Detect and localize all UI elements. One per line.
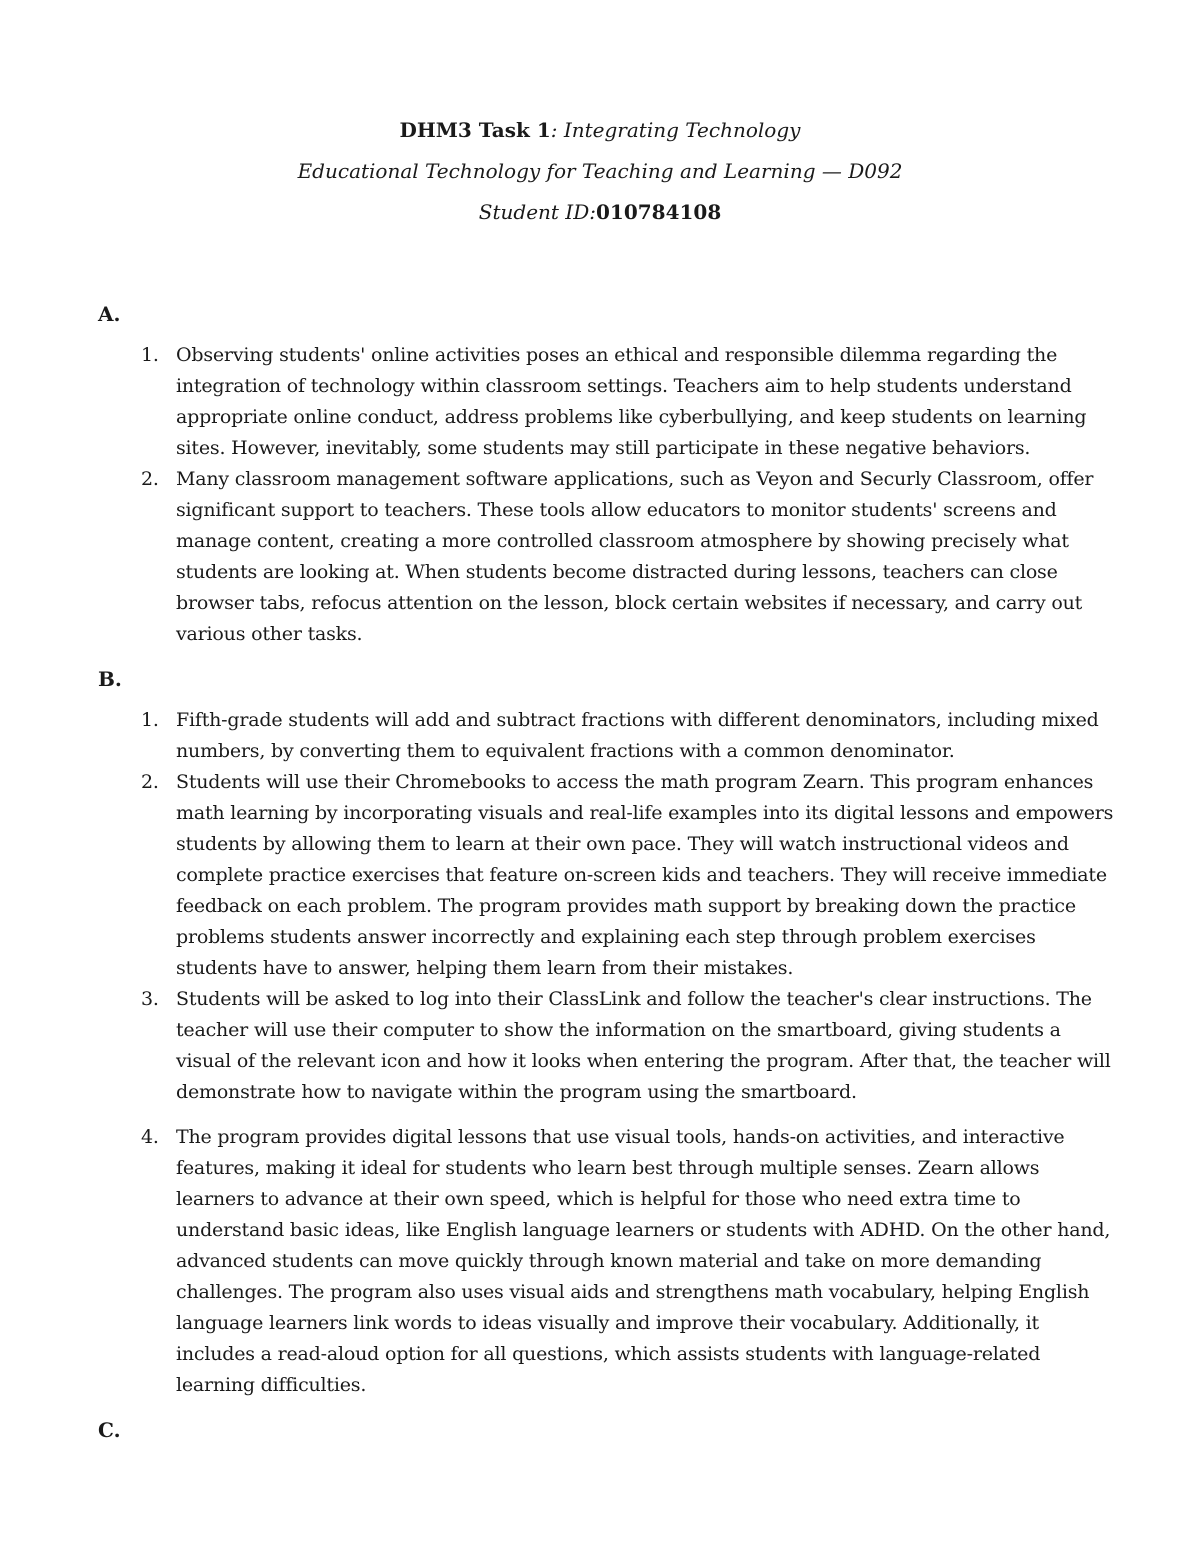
- document-header: [0, 110, 1200, 233]
- section-a-label: A.: [98, 302, 121, 326]
- section-b-label: B.: [98, 667, 122, 691]
- list-item: 3. Students will be asked to log into their ClassLink and follow the teacher's clear instructions. The teacher will use their computer to show the information on the smartboard, giving students a visual of the relevant icon and how it looks when entering the program. After that, the teacher will demonstrate how to navigate within the program using the smartboard.: [141, 988, 1111, 1103]
- student-id: Student ID:010784108: [478, 200, 722, 224]
- list-item: 1. Fifth-grade students will add and subtract fractions with different denominators, including mixed numbers, by converting them to equivalent fractions with a common denominator.: [141, 709, 1099, 762]
- section-b-list: [141, 705, 1116, 1401]
- section-c-label: C.: [98, 1418, 121, 1442]
- list-item: 2. Students will use their Chromebooks to access the math program Zearn. This program enhances math learning by incorporating visuals and real-life examples into its digital lessons and empowers students by allowing them to learn at their own pace. They will watch instructional videos and complete practice exercises that feature on-screen kids and teachers. They will receive immediate feedback on each problem. The program provides math support by breaking down the practice problems students answer incorrectly and explaining each step through problem exercises students have to answer, helping them learn from their mistakes.: [141, 771, 1114, 979]
- document-title: DHM3 Task 1: Integrating Technology: [399, 118, 801, 142]
- course-name: Educational Technology for Teaching and Learning — D092: [297, 159, 903, 183]
- list-item: 2. Many classroom management software applications, such as Veyon and Securly Classroom, offer significant support to teachers. These tools allow educators to monitor students' screens and manage content, creating a more controlled classroom atmosphere by showing precisely what students are looking at. When students become distracted during lessons, teachers can close browser tabs, refocus attention on the lesson, block certain websites if necessary, and carry out various other tasks.: [141, 468, 1094, 645]
- list-item: 4. The program provides digital lessons that use visual tools, hands-on activities, and interactive features, making it ideal for students who learn best through multiple senses. Zearn allows learners to advance at their own speed, which is helpful for those who need extra time to understand basic ideas, like English language learners or students with ADHD. On the other hand, advanced students can move quickly through known material and take on more demanding challenges. The program also uses visual aids and strengthens math vocabulary, helping English language learners link words to ideas visually and improve their vocabulary. Additionally, it includes a read-aloud option for all questions, which assists students with language-related learning difficulties.: [141, 1126, 1111, 1396]
- list-item: 1. Observing students' online activities poses an ethical and responsible dilemma regarding the integration of technology within classroom settings. Teachers aim to help students understand appropriate online conduct, address problems like cyberbullying, and keep students on learning sites. However, inevitably, some students may still participate in these negative behaviors.: [141, 344, 1087, 459]
- section-a-list: [141, 340, 1116, 650]
